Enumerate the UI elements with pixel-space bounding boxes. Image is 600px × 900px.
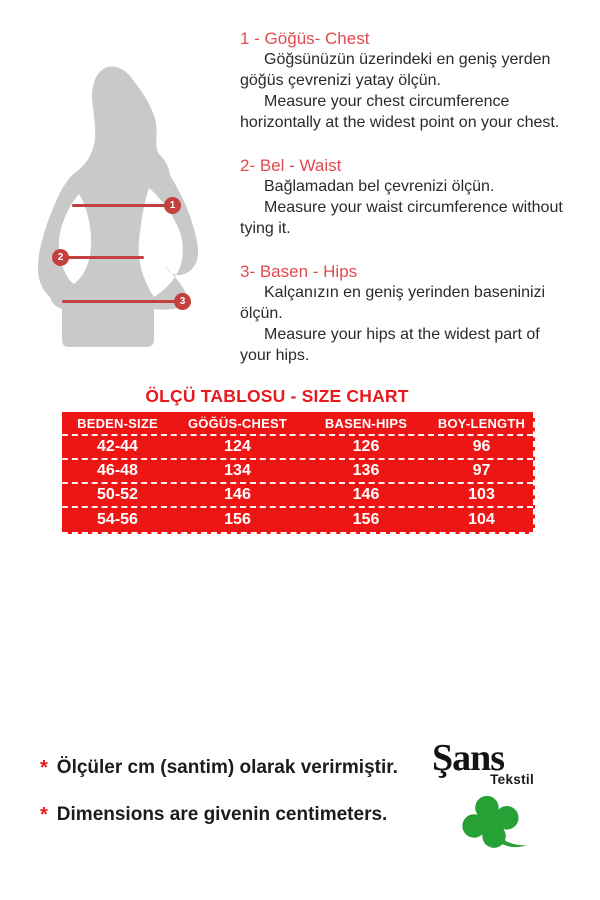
- cell-hips: 126: [352, 438, 380, 455]
- cell-chest: 156: [224, 511, 251, 528]
- brand-name: Şans: [432, 737, 505, 779]
- section-chest-text-tr-1: Göğsünüzün üzerindeki en geniş yerden: [264, 51, 551, 68]
- cell-length: 97: [472, 462, 491, 479]
- asterisk-icon: *: [40, 757, 48, 779]
- cell-hips: 146: [352, 486, 380, 503]
- asterisk-icon: *: [40, 804, 48, 826]
- footnote-en: [40, 804, 440, 826]
- waist-badge-number: 2: [57, 251, 64, 263]
- column-header-gogus-chest: GÖĞÜS-CHEST: [188, 415, 287, 431]
- column-header-boy-length: BOY-LENGTH: [437, 415, 526, 431]
- section-hips-text-tr-1: Kalçanızın en geniş yerinden baseninizi: [264, 284, 546, 301]
- section-hips-text-en-2: your hips.: [240, 347, 310, 364]
- chest-badge-number: 1: [169, 199, 176, 211]
- brand-logo: [432, 738, 540, 857]
- cell-chest: 124: [224, 438, 251, 455]
- section-waist: [240, 155, 598, 239]
- section-chest-text-en-2: horizontally at the widest point on your chest.: [240, 114, 560, 131]
- table-row: [62, 508, 533, 532]
- cell-length: 96: [472, 438, 491, 455]
- hips-badge-number: 3: [179, 295, 186, 307]
- column-header-basen-hips: BASEN-HIPS: [324, 415, 408, 431]
- section-waist-text-en-2: tying it.: [240, 220, 291, 237]
- footnote-en-text: Dimensions are givenin centimeters.: [56, 804, 388, 825]
- table-header-row: [62, 412, 533, 436]
- size-chart-title: ÖLÇÜ TABLOSU - SIZE CHART: [145, 386, 409, 406]
- section-hips-heading: 3- Basen - Hips: [240, 262, 358, 281]
- cell-chest: 146: [224, 486, 251, 503]
- cell-hips: 156: [352, 511, 380, 528]
- table-row: [62, 484, 533, 508]
- cell-hips: 136: [352, 462, 380, 479]
- cell-length: 104: [468, 511, 495, 528]
- brand-subtitle: Tekstil: [490, 772, 534, 787]
- section-hips-text-en-1: Measure your hips at the widest part of: [264, 326, 540, 343]
- section-chest: [240, 28, 598, 133]
- section-hips-text-tr-2: ölçün.: [240, 305, 283, 322]
- footnotes: [40, 757, 440, 851]
- section-chest-text-en-1: Measure your chest circumference: [264, 93, 510, 110]
- cell-size: 46-48: [97, 462, 138, 479]
- table-row: [62, 460, 533, 484]
- hips-badge: [174, 293, 191, 310]
- table-row: [62, 436, 533, 460]
- footnote-tr-text: Ölçüler cm (santim) olarak verirmiştir.: [56, 757, 398, 778]
- section-waist-heading: 2- Bel - Waist: [240, 156, 342, 175]
- size-chart-table: [62, 412, 535, 534]
- waist-badge: [52, 249, 69, 266]
- section-waist-text-tr-1: Bağlamadan bel çevrenizi ölçün.: [264, 178, 495, 195]
- section-hips: [240, 261, 598, 366]
- chest-measure-line: [72, 204, 170, 207]
- cell-size: 54-56: [97, 511, 138, 528]
- waist-measure-line: [60, 256, 144, 259]
- section-waist-text-en-1: Measure your waist circumference without: [264, 199, 563, 216]
- cell-length: 103: [468, 486, 495, 503]
- cell-chest: 134: [224, 462, 251, 479]
- cell-size: 42-44: [97, 438, 138, 455]
- section-chest-text-tr-2: göğüs çevrenizi yatay ölçün.: [240, 72, 441, 89]
- column-header-beden-size: BEDEN-SIZE: [77, 415, 158, 431]
- chest-badge: [164, 197, 181, 214]
- measurement-instructions: [240, 28, 598, 388]
- cell-size: 50-52: [97, 486, 138, 503]
- section-chest-heading: 1 - Göğüs- Chest: [240, 29, 370, 48]
- four-leaf-clover-icon: [454, 791, 528, 857]
- footnote-tr: [40, 757, 440, 779]
- hips-measure-line: [62, 300, 180, 303]
